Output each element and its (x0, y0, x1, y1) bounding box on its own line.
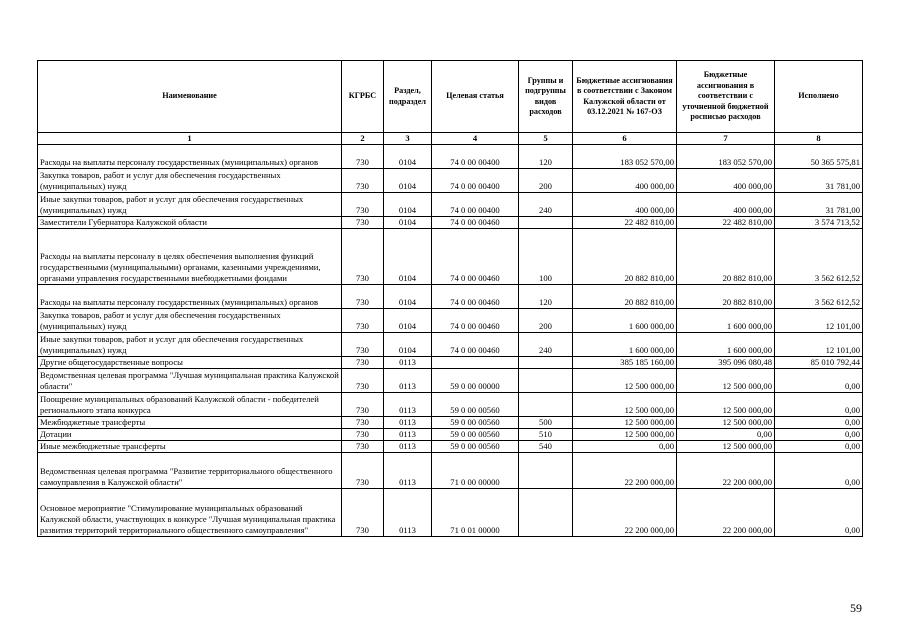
cell-plan: 1 600 000,00 (677, 309, 775, 333)
header-vr: Группы и подгруппы видов расходов (519, 61, 573, 133)
cell-plan: 400 000,00 (677, 169, 775, 193)
cell-article: 71 0 00 00000 (432, 453, 519, 489)
cell-plan: 20 882 810,00 (677, 285, 775, 309)
table-row (38, 217, 863, 229)
cell-kgrbs: 730 (342, 429, 384, 441)
cell-kgrbs: 730 (342, 357, 384, 369)
cell-article: 74 0 00 00400 (432, 169, 519, 193)
cell-plan: 12 500 000,00 (677, 393, 775, 417)
cell-vr: 500 (519, 417, 573, 429)
cell-article: 59 0 00 00560 (432, 429, 519, 441)
cell-done: 0,00 (775, 417, 863, 429)
cell-razdel: 0113 (384, 369, 432, 393)
cell-done: 0,00 (775, 453, 863, 489)
cell-kgrbs: 730 (342, 333, 384, 357)
cell-name: Иные закупки товаров, работ и услуг для обеспечения государственных (муниципальных) нужд (38, 193, 342, 217)
cell-plan: 183 052 570,00 (677, 145, 775, 169)
cell-done: 3 562 612,52 (775, 285, 863, 309)
cell-kgrbs: 730 (342, 145, 384, 169)
cell-vr: 120 (519, 145, 573, 169)
cell-razdel: 0104 (384, 333, 432, 357)
cell-vr: 200 (519, 309, 573, 333)
cell-razdel: 0104 (384, 169, 432, 193)
table-row (38, 193, 863, 217)
cell-razdel: 0113 (384, 489, 432, 537)
header-law: Бюджетные ассигнования в соответствии с Законом Калужской области от 03.12.2021 № 167-ОЗ (573, 61, 677, 133)
cell-vr: 510 (519, 429, 573, 441)
cell-plan: 22 482 810,00 (677, 217, 775, 229)
table-row (38, 285, 863, 309)
cell-razdel: 0113 (384, 417, 432, 429)
column-number: 8 (775, 133, 863, 145)
cell-plan: 22 200 000,00 (677, 453, 775, 489)
cell-law: 400 000,00 (573, 169, 677, 193)
table-row (38, 417, 863, 429)
cell-law: 22 482 810,00 (573, 217, 677, 229)
header-done: Исполнено (775, 61, 863, 133)
cell-plan: 20 882 810,00 (677, 229, 775, 285)
table-row (38, 429, 863, 441)
column-number: 7 (677, 133, 775, 145)
table-row (38, 489, 863, 537)
table-row (38, 357, 863, 369)
cell-law: 12 500 000,00 (573, 369, 677, 393)
cell-vr: 120 (519, 285, 573, 309)
column-number: 4 (432, 133, 519, 145)
cell-law: 0,00 (573, 441, 677, 453)
cell-law: 12 500 000,00 (573, 417, 677, 429)
page-number: 59 (850, 601, 862, 615)
cell-done: 0,00 (775, 441, 863, 453)
cell-kgrbs: 730 (342, 193, 384, 217)
cell-plan: 12 500 000,00 (677, 441, 775, 453)
cell-vr (519, 357, 573, 369)
cell-razdel: 0113 (384, 357, 432, 369)
cell-vr (519, 369, 573, 393)
cell-name: Основное мероприятие "Стимулирование муниципальных образований Калужской области, участвующих в конкурсе "Лучшая муниципальная практика развития территорий территориального общественного самоуправления" (38, 489, 342, 537)
cell-plan: 1 600 000,00 (677, 333, 775, 357)
cell-law: 12 500 000,00 (573, 429, 677, 441)
budget-table (37, 60, 863, 537)
cell-plan: 0,00 (677, 429, 775, 441)
cell-law: 22 200 000,00 (573, 453, 677, 489)
cell-done: 12 101,00 (775, 333, 863, 357)
cell-vr: 240 (519, 193, 573, 217)
cell-plan: 395 096 080,48 (677, 357, 775, 369)
column-number: 3 (384, 133, 432, 145)
cell-plan: 12 500 000,00 (677, 369, 775, 393)
cell-name: Закупка товаров, работ и услуг для обеспечения государственных (муниципальных) нужд (38, 169, 342, 193)
cell-razdel: 0113 (384, 393, 432, 417)
table-row (38, 393, 863, 417)
cell-name: Межбюджетные трансферты (38, 417, 342, 429)
cell-law: 183 052 570,00 (573, 145, 677, 169)
cell-plan: 400 000,00 (677, 193, 775, 217)
cell-article: 71 0 01 00000 (432, 489, 519, 537)
table-row (38, 441, 863, 453)
cell-article: 59 0 00 00560 (432, 393, 519, 417)
header-kgrbs: КГРБС (342, 61, 384, 133)
cell-article: 59 0 00 00560 (432, 441, 519, 453)
cell-law: 1 600 000,00 (573, 333, 677, 357)
cell-razdel: 0104 (384, 145, 432, 169)
cell-kgrbs: 730 (342, 441, 384, 453)
cell-done: 0,00 (775, 429, 863, 441)
cell-article: 59 0 00 00000 (432, 369, 519, 393)
cell-razdel: 0104 (384, 309, 432, 333)
cell-name: Расходы на выплаты персоналу в целях обеспечения выполнения функций государственными (муниципальными) органами, казенными учреждениями, органами управления государственными внебюджетными фондами (38, 229, 342, 285)
header-plan: Бюджетные ассигнования в соответствии с уточненной бюджетной росписью расходов (677, 61, 775, 133)
cell-article: 74 0 00 00400 (432, 145, 519, 169)
cell-done: 3 562 612,52 (775, 229, 863, 285)
cell-vr (519, 453, 573, 489)
table-body (38, 145, 863, 537)
cell-done: 50 365 575,81 (775, 145, 863, 169)
table-row (38, 309, 863, 333)
cell-law: 20 882 810,00 (573, 285, 677, 309)
table-row (38, 333, 863, 357)
cell-done: 31 781,00 (775, 193, 863, 217)
cell-kgrbs: 730 (342, 489, 384, 537)
cell-name: Другие общегосударственные вопросы (38, 357, 342, 369)
cell-article: 74 0 00 00400 (432, 193, 519, 217)
cell-name: Иные межбюджетные трансферты (38, 441, 342, 453)
cell-name: Расходы на выплаты персоналу государственных (муниципальных) органов (38, 145, 342, 169)
table-row (38, 453, 863, 489)
cell-done: 0,00 (775, 393, 863, 417)
cell-law: 1 600 000,00 (573, 309, 677, 333)
cell-kgrbs: 730 (342, 285, 384, 309)
table-row (38, 369, 863, 393)
cell-razdel: 0104 (384, 229, 432, 285)
cell-done: 31 781,00 (775, 169, 863, 193)
cell-law: 20 882 810,00 (573, 229, 677, 285)
cell-done: 0,00 (775, 369, 863, 393)
header-name: Наименование (38, 61, 342, 133)
cell-vr: 240 (519, 333, 573, 357)
cell-law: 12 500 000,00 (573, 393, 677, 417)
cell-kgrbs: 730 (342, 417, 384, 429)
cell-article (432, 357, 519, 369)
cell-razdel: 0104 (384, 217, 432, 229)
column-number: 1 (38, 133, 342, 145)
cell-vr (519, 393, 573, 417)
column-number: 2 (342, 133, 384, 145)
cell-kgrbs: 730 (342, 217, 384, 229)
cell-kgrbs: 730 (342, 369, 384, 393)
cell-plan: 12 500 000,00 (677, 417, 775, 429)
cell-name: Иные закупки товаров, работ и услуг для обеспечения государственных (муниципальных) нужд (38, 333, 342, 357)
cell-article: 74 0 00 00460 (432, 309, 519, 333)
column-number: 6 (573, 133, 677, 145)
header-row (38, 61, 863, 133)
cell-article: 74 0 00 00460 (432, 217, 519, 229)
cell-article: 74 0 00 00460 (432, 333, 519, 357)
cell-name: Дотации (38, 429, 342, 441)
cell-razdel: 0104 (384, 285, 432, 309)
cell-name: Заместители Губернатора Калужской области (38, 217, 342, 229)
cell-done: 3 574 713,52 (775, 217, 863, 229)
cell-done: 0,00 (775, 489, 863, 537)
cell-law: 400 000,00 (573, 193, 677, 217)
cell-done: 85 010 792,44 (775, 357, 863, 369)
cell-vr: 540 (519, 441, 573, 453)
cell-law: 385 185 160,00 (573, 357, 677, 369)
table-row (38, 145, 863, 169)
header-article: Целевая статья (432, 61, 519, 133)
cell-kgrbs: 730 (342, 229, 384, 285)
cell-razdel: 0104 (384, 193, 432, 217)
cell-kgrbs: 730 (342, 169, 384, 193)
cell-name: Ведомственная целевая программа "Развитие территориального общественного самоуправления в Калужской области" (38, 453, 342, 489)
cell-razdel: 0113 (384, 429, 432, 441)
table-row (38, 169, 863, 193)
column-numbers-row (38, 133, 863, 145)
column-number: 5 (519, 133, 573, 145)
cell-article: 74 0 00 00460 (432, 229, 519, 285)
cell-vr: 200 (519, 169, 573, 193)
cell-name: Поощрение муниципальных образований Калужской области - победителей регионального этапа конкурса (38, 393, 342, 417)
cell-kgrbs: 730 (342, 453, 384, 489)
cell-razdel: 0113 (384, 453, 432, 489)
cell-law: 22 200 000,00 (573, 489, 677, 537)
cell-article: 74 0 00 00460 (432, 285, 519, 309)
table-row (38, 229, 863, 285)
cell-name: Закупка товаров, работ и услуг для обеспечения государственных (муниципальных) нужд (38, 309, 342, 333)
header-razdel: Раздел, подраздел (384, 61, 432, 133)
cell-article: 59 0 00 00560 (432, 417, 519, 429)
cell-name: Расходы на выплаты персоналу государственных (муниципальных) органов (38, 285, 342, 309)
cell-name: Ведомственная целевая программа "Лучшая муниципальная практика Калужской области" (38, 369, 342, 393)
cell-kgrbs: 730 (342, 393, 384, 417)
cell-vr (519, 489, 573, 537)
cell-razdel: 0113 (384, 441, 432, 453)
cell-vr: 100 (519, 229, 573, 285)
cell-vr (519, 217, 573, 229)
cell-done: 12 101,00 (775, 309, 863, 333)
cell-plan: 22 200 000,00 (677, 489, 775, 537)
cell-kgrbs: 730 (342, 309, 384, 333)
